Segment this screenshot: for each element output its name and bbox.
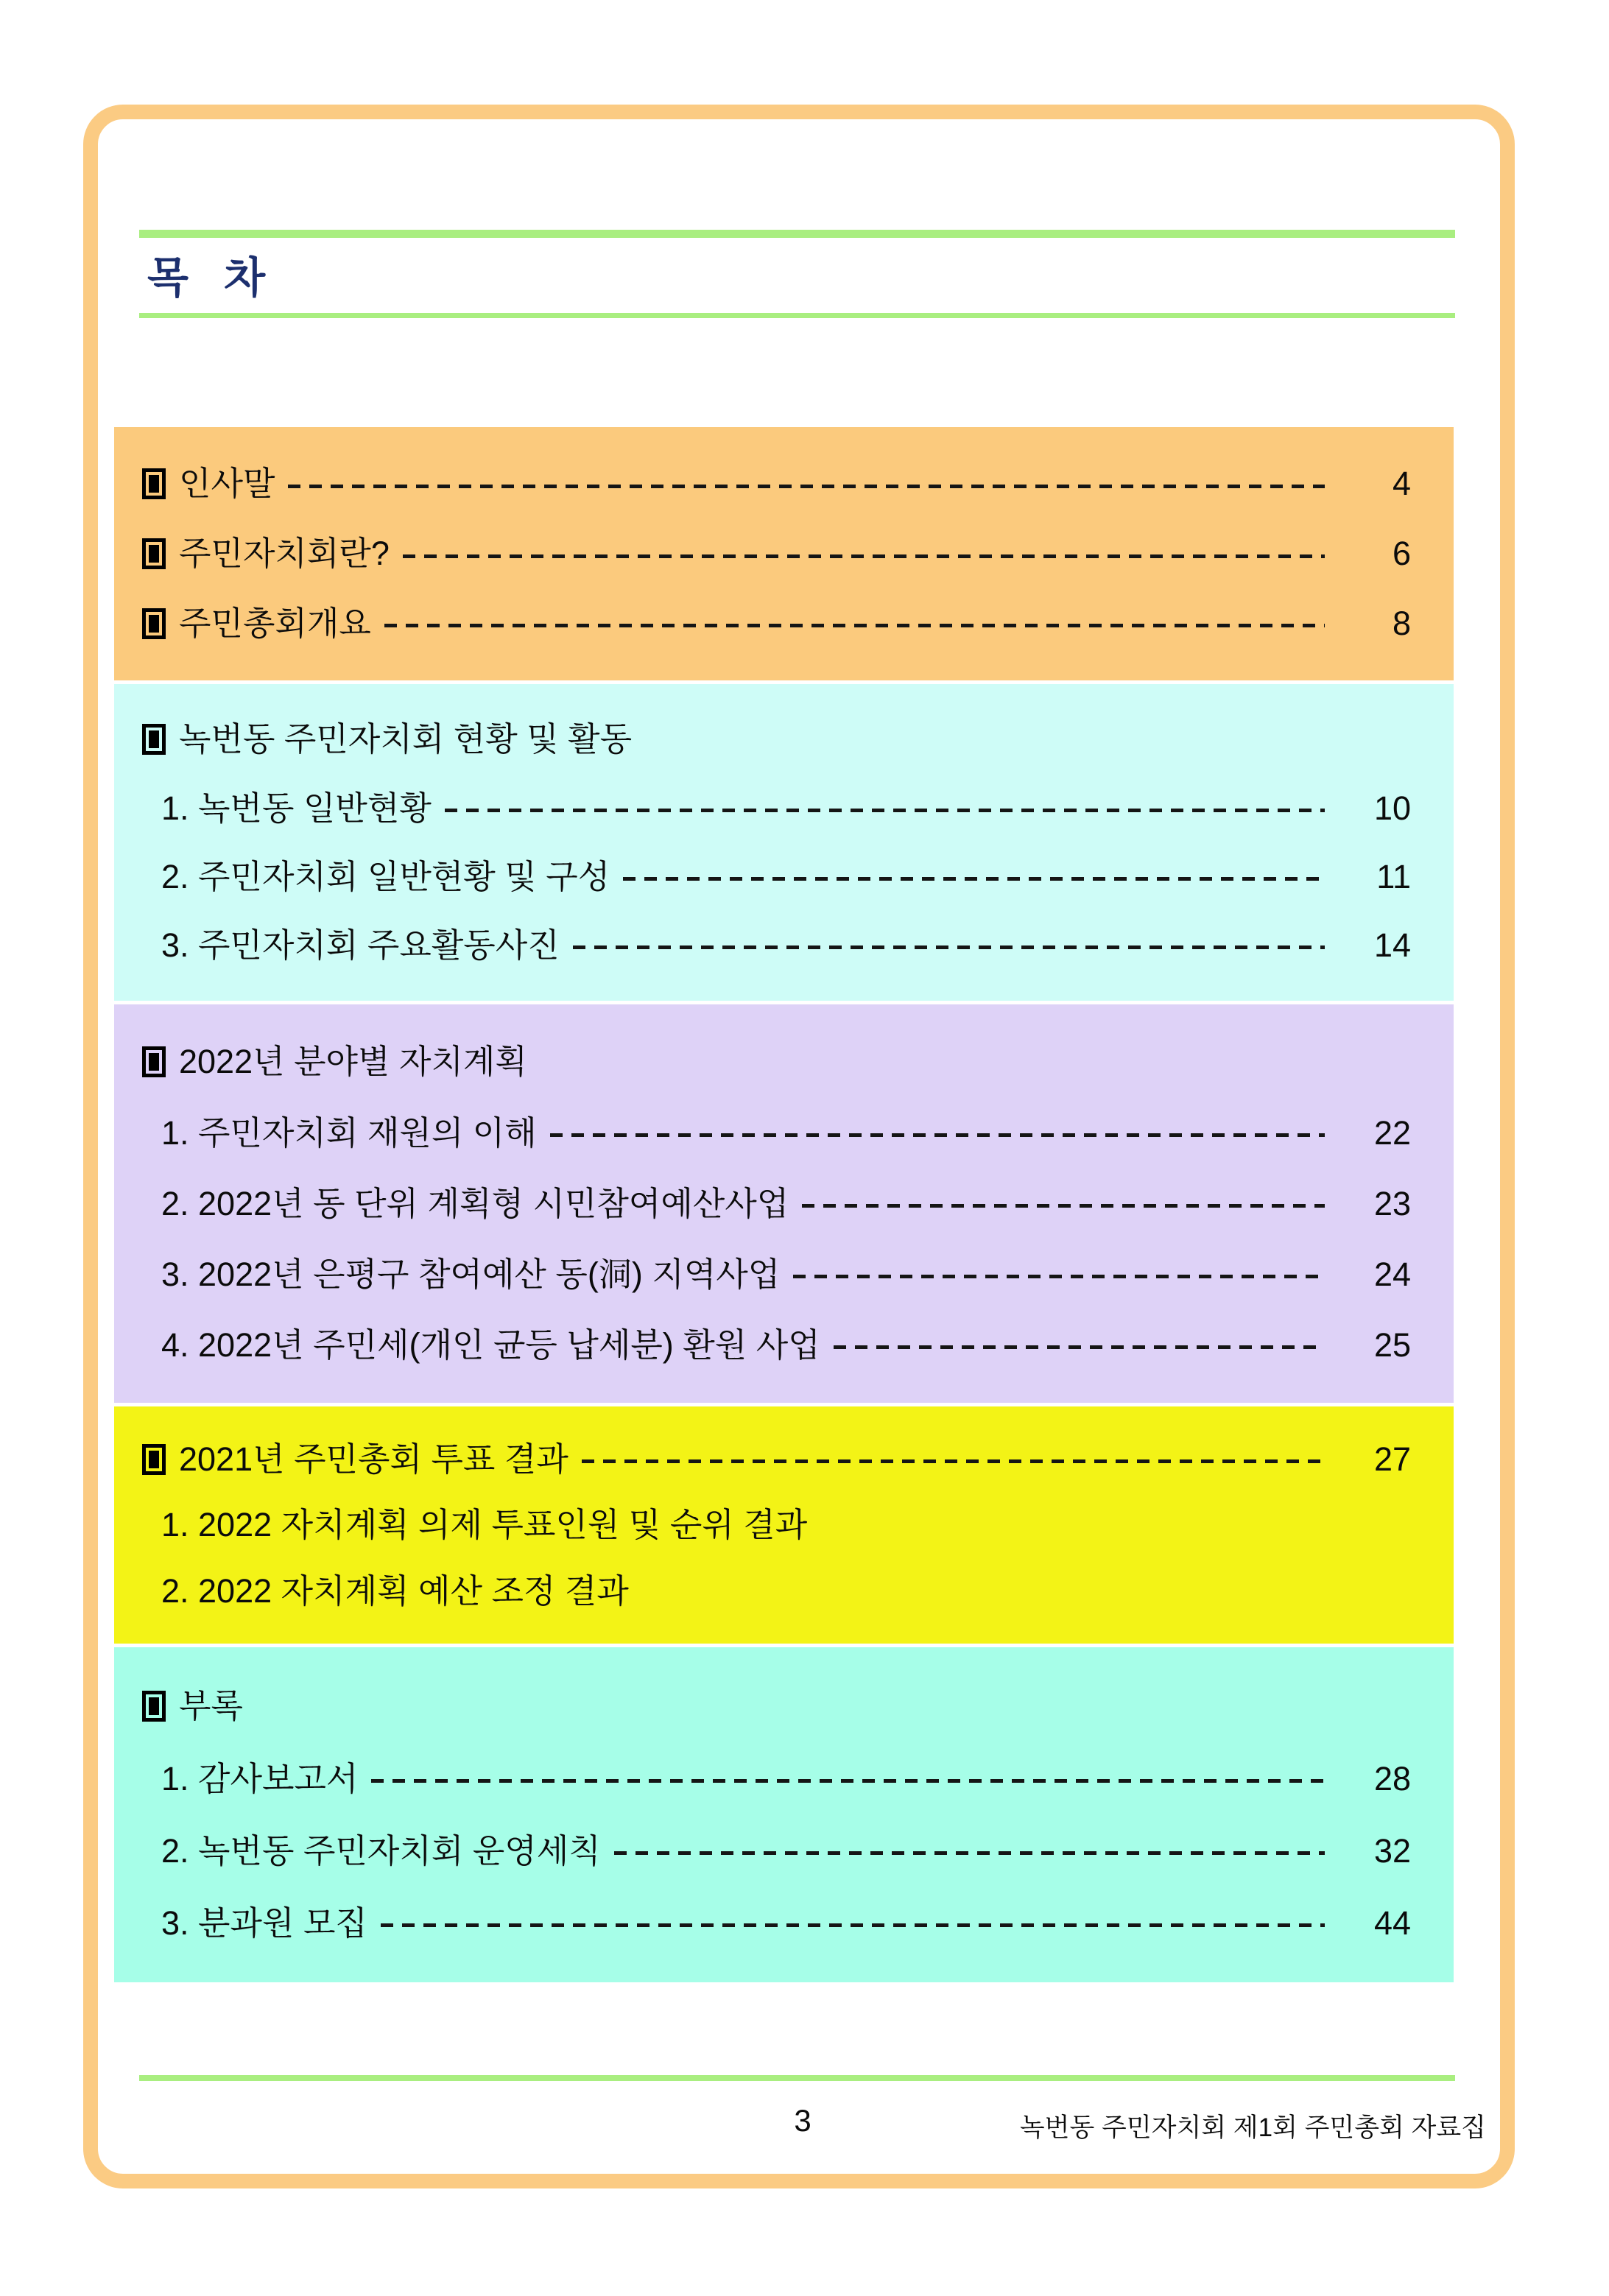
toc-item-label: 2. 녹번동 주민자치회 운영세칙 [161, 1831, 601, 1870]
toc-item-label: 2. 2022 자치계획 예산 조정 결과 [161, 1571, 629, 1610]
toc-page-number: 14 [1373, 926, 1411, 964]
toc-row [114, 1687, 1454, 1725]
toc-row [114, 1904, 1454, 1943]
toc-item-label: 1. 녹번동 일반현황 [161, 789, 432, 827]
toc-page-number: 8 [1392, 605, 1411, 643]
dotted-leader [288, 485, 1325, 488]
toc-page-number: 44 [1373, 1904, 1411, 1942]
toc-section-intro [114, 427, 1454, 680]
toc-row [114, 605, 1454, 643]
toc-row [114, 1832, 1454, 1870]
toc-item-label: 2022년 분야별 자치계획 [179, 1043, 527, 1081]
toc-page-number: 25 [1373, 1325, 1411, 1364]
dotted-leader [384, 624, 1325, 627]
dotted-leader [793, 1275, 1325, 1278]
toc-row [114, 858, 1454, 896]
toc-page-number: 4 [1392, 465, 1411, 503]
square-bullet-icon [142, 1046, 166, 1077]
toc-page-number: 23 [1373, 1184, 1411, 1222]
toc-row [114, 789, 1454, 828]
page-title: 목 차 [147, 254, 278, 302]
toc-page-number: 6 [1392, 535, 1411, 573]
table-of-contents [114, 427, 1454, 1986]
toc-item-label: 2. 2022년 동 단위 계획형 시민참여예산사업 [161, 1184, 789, 1222]
toc-page-number: 11 [1376, 857, 1411, 895]
toc-item-label: 부록 [179, 1687, 243, 1725]
toc-row [114, 1506, 1454, 1544]
square-bullet-icon [142, 608, 166, 639]
toc-item-label: 3. 2022년 은평구 참여예산 동(洞) 지역사업 [161, 1255, 781, 1293]
footer-rule [139, 2075, 1455, 2081]
toc-item-label: 주민총회개요 [179, 605, 371, 643]
toc-item-label: 주민자치회란? [179, 535, 390, 573]
toc-item-label: 인사말 [179, 465, 275, 503]
toc-item-label: 2. 주민자치회 일반현황 및 구성 [161, 857, 610, 895]
toc-section-appendix [114, 1647, 1454, 1982]
toc-page-number: 24 [1373, 1255, 1411, 1293]
square-bullet-icon [142, 538, 166, 569]
toc-page-number: 32 [1373, 1831, 1411, 1870]
footer-page-number: 3 [794, 2103, 811, 2138]
toc-page-number: 28 [1373, 1759, 1411, 1797]
title-bottom-rule [139, 313, 1455, 318]
toc-section-plan [114, 1004, 1454, 1403]
dotted-leader [802, 1204, 1325, 1208]
square-bullet-icon [142, 468, 166, 499]
title-top-rule [139, 230, 1455, 238]
dotted-leader [403, 554, 1325, 558]
toc-row [114, 926, 1454, 965]
toc-row [114, 535, 1454, 573]
toc-item-label: 1. 2022 자치계획 의제 투표인원 및 순위 결과 [161, 1506, 808, 1544]
toc-page-number: 10 [1373, 789, 1411, 827]
dotted-leader [623, 877, 1325, 881]
toc-row [114, 1760, 1454, 1798]
toc-row [114, 1185, 1454, 1223]
dotted-leader [582, 1459, 1325, 1463]
dotted-leader [445, 809, 1325, 812]
dotted-leader [550, 1133, 1325, 1137]
dotted-leader [834, 1345, 1325, 1349]
toc-row [114, 1114, 1454, 1152]
toc-item-label: 1. 감사보고서 [161, 1759, 359, 1797]
toc-row [114, 1326, 1454, 1364]
toc-item-label: 3. 주민자치회 주요활동사진 [161, 926, 560, 964]
dotted-leader [614, 1851, 1325, 1855]
square-bullet-icon [142, 724, 166, 755]
toc-page-number: 27 [1373, 1440, 1411, 1478]
toc-item-label: 2021년 주민총회 투표 결과 [179, 1440, 568, 1478]
toc-row [114, 1440, 1454, 1479]
toc-section-vote [114, 1406, 1454, 1644]
square-bullet-icon [142, 1691, 166, 1722]
toc-item-label: 녹번동 주민자치회 현황 및 활동 [179, 720, 633, 758]
toc-row [114, 1572, 1454, 1610]
dotted-leader [371, 1779, 1325, 1783]
footer-doc-title: 녹번동 주민자치회 제1회 주민총회 자료집 [1019, 2113, 1486, 2142]
toc-page-number: 22 [1373, 1113, 1411, 1152]
toc-item-label: 3. 분과원 모집 [161, 1904, 367, 1942]
toc-row [114, 720, 1454, 758]
toc-item-label: 1. 주민자치회 재원의 이해 [161, 1113, 537, 1152]
toc-row [114, 465, 1454, 503]
dotted-leader [573, 945, 1325, 949]
toc-section-status [114, 684, 1454, 1001]
dotted-leader [381, 1923, 1325, 1927]
toc-row [114, 1256, 1454, 1294]
toc-item-label: 4. 2022년 주민세(개인 균등 납세분) 환원 사업 [161, 1325, 820, 1364]
square-bullet-icon [142, 1444, 166, 1475]
toc-row [114, 1043, 1454, 1081]
